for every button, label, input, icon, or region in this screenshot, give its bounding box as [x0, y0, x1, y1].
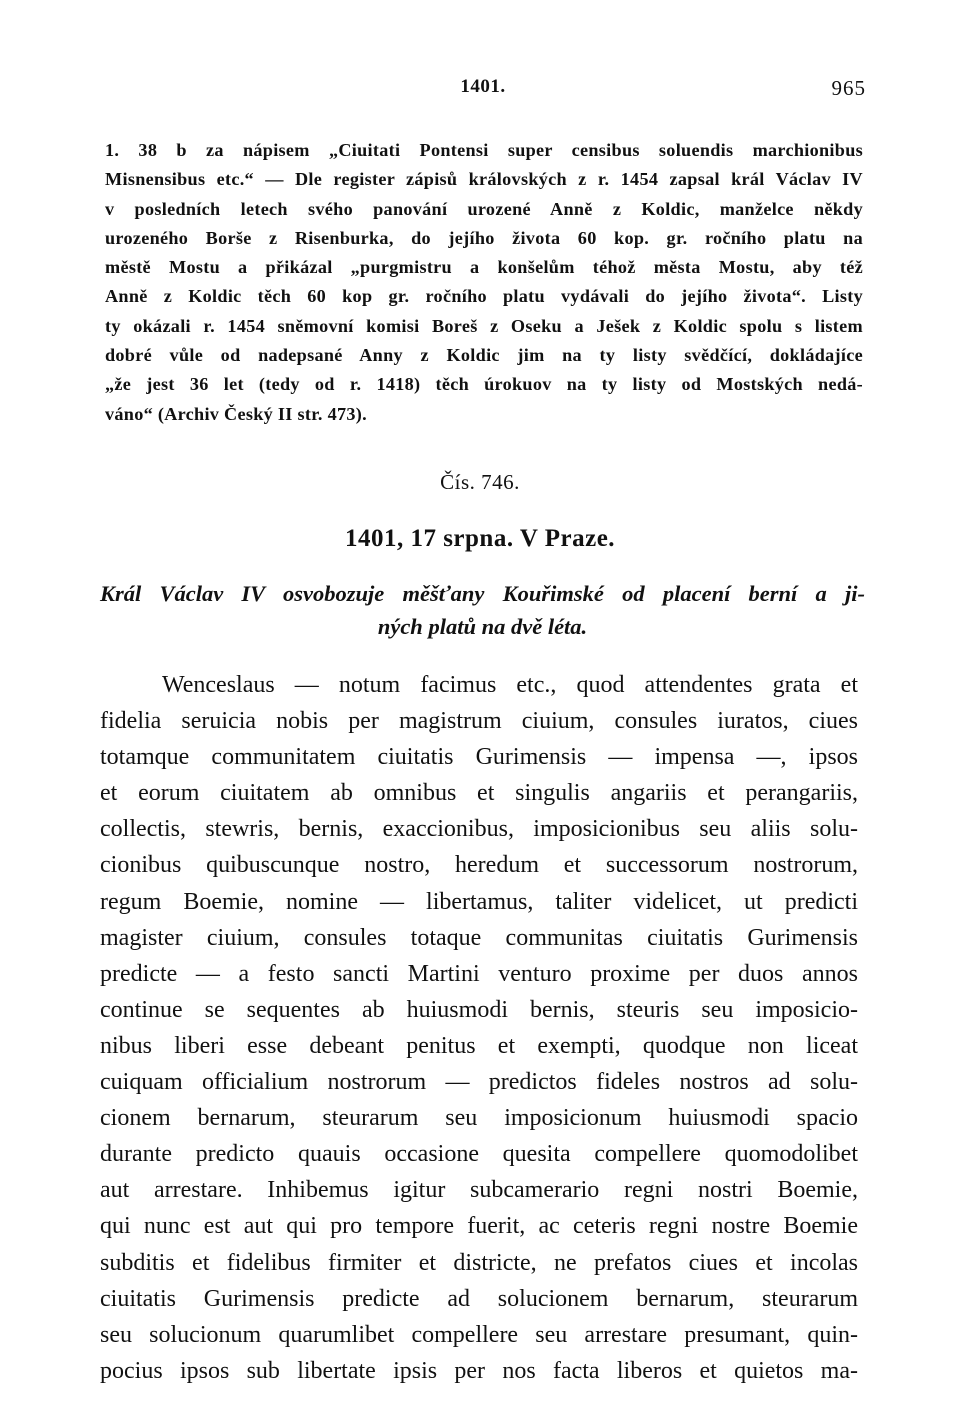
document-number: Čís. 746.: [440, 470, 520, 494]
footnote-line: 1. 38 b za nápisem „Ciuitati Pontensi super censibus soluendis marchionibus: [105, 140, 863, 160]
text-line: collectis, stewris, bernis, exaccionibus, imposicionibus seu aliis solu-: [100, 816, 858, 843]
footnote-line: ty okázali r. 1454 sněmovní komisi Boreš z Oseku a Ješek z Koldic spolu s listem: [105, 315, 863, 336]
footnote-line: Anně z Koldic těch 60 kop gr. ročního platu vydávali do jejího života“. Listy: [105, 286, 863, 307]
regest-line: ných platů na dvě léta.: [377, 614, 588, 639]
text-line: et eorum ciuitatem ab omnibus et singulis angariis et perangariis,: [100, 780, 858, 807]
text-line: totamque communitatem ciuitatis Gurimensis — impensa —, ipsos: [100, 744, 858, 771]
document-regest: [100, 577, 865, 643]
text-line: pocius ipsos sub libertate ipsis per nos facta liberos et quietos ma-: [100, 1357, 858, 1384]
footnote-line: dobré vůle od nadepsané Anny z Koldic jim na ty listy svědčící, dokládajíce: [105, 345, 863, 366]
text-line: predicte — a festo sancti Martini venturo proxime per duos annos: [100, 960, 858, 987]
footnote: [105, 136, 863, 429]
text-line: Wenceslaus — notum facimus etc., quod attendentes grata et: [162, 672, 858, 698]
footnote-line: váno“ (Archiv Český II str. 473).: [105, 403, 368, 424]
footnote-line: Misnensibus etc.“ — Dle register zápisů královských z r. 1454 zapsal král Václav IV: [105, 169, 863, 190]
text-line: ciuitatis Gurimensis predicte ad solucionem bernarum, steurarum: [100, 1285, 858, 1312]
text-line: aut arrestare. Inhibemus igitur subcamerario regni nostri Boemie,: [100, 1177, 858, 1204]
text-line: cionem bernarum, steurarum seu imposicionum huiusmodi spacio: [100, 1105, 858, 1132]
footnote-line: městě Mostu a přikázal „purgmistru a konšelům téhož města Mostu, aby též: [105, 257, 863, 278]
footnote-line: v posledních letech svého panování urozené Anně z Koldic, manželce někdy: [105, 198, 863, 219]
text-line: qui nunc est aut qui pro tempore fuerit, ac ceteris regni nostre Boemie: [100, 1213, 858, 1240]
document-date-place: 1401, 17 srpna. V Praze.: [344, 525, 616, 552]
footnote-line: urozeného Borše z Risenburka, do jejího života 60 kop. gr. ročního platu na: [105, 227, 863, 248]
page-number: 965: [831, 76, 866, 100]
text-line: cuiquam officialium nostrorum — predictos fideles nostros ad solu-: [100, 1069, 858, 1096]
running-header: [100, 76, 866, 106]
text-line: nibus liberi esse debeant penitus et exempti, quodque non liceat: [100, 1032, 858, 1059]
header-year: 1401.: [460, 76, 506, 97]
text-line: cionibus quibuscunque nostro, heredum et successorum nostrorum,: [100, 852, 858, 879]
text-line: magister ciuium, consules totaque communitas ciuitatis Gurimensis: [100, 924, 858, 951]
text-line: regum Boemie, nomine — libertamus, taliter videlicet, ut predicti: [100, 888, 858, 915]
text-line: durante predicto quauis occasione quesita compellere quomodolibet: [100, 1141, 858, 1168]
text-line: seu solucionum quarumlibet compellere seu arrestare presumant, quin-: [100, 1321, 858, 1348]
regest-line: Král Václav IV osvobozuje měšťany Kouřimské od placení berní a ji-: [100, 581, 865, 606]
text-line: continue se sequentes ab huiusmodi bernis, steuris seu imposicio-: [100, 996, 858, 1023]
text-line: fidelia seruicia nobis per magistrum ciuium, consules iuratos, ciues: [100, 708, 858, 735]
document-text: [100, 667, 858, 1389]
text-line: subditis et fidelibus firmiter et districte, ne prefatos ciues et incolas: [100, 1249, 858, 1276]
footnote-line: „že jest 36 let (tedy od r. 1418) těch úrokuov na ty listy od Mostských nedá-: [105, 374, 863, 395]
